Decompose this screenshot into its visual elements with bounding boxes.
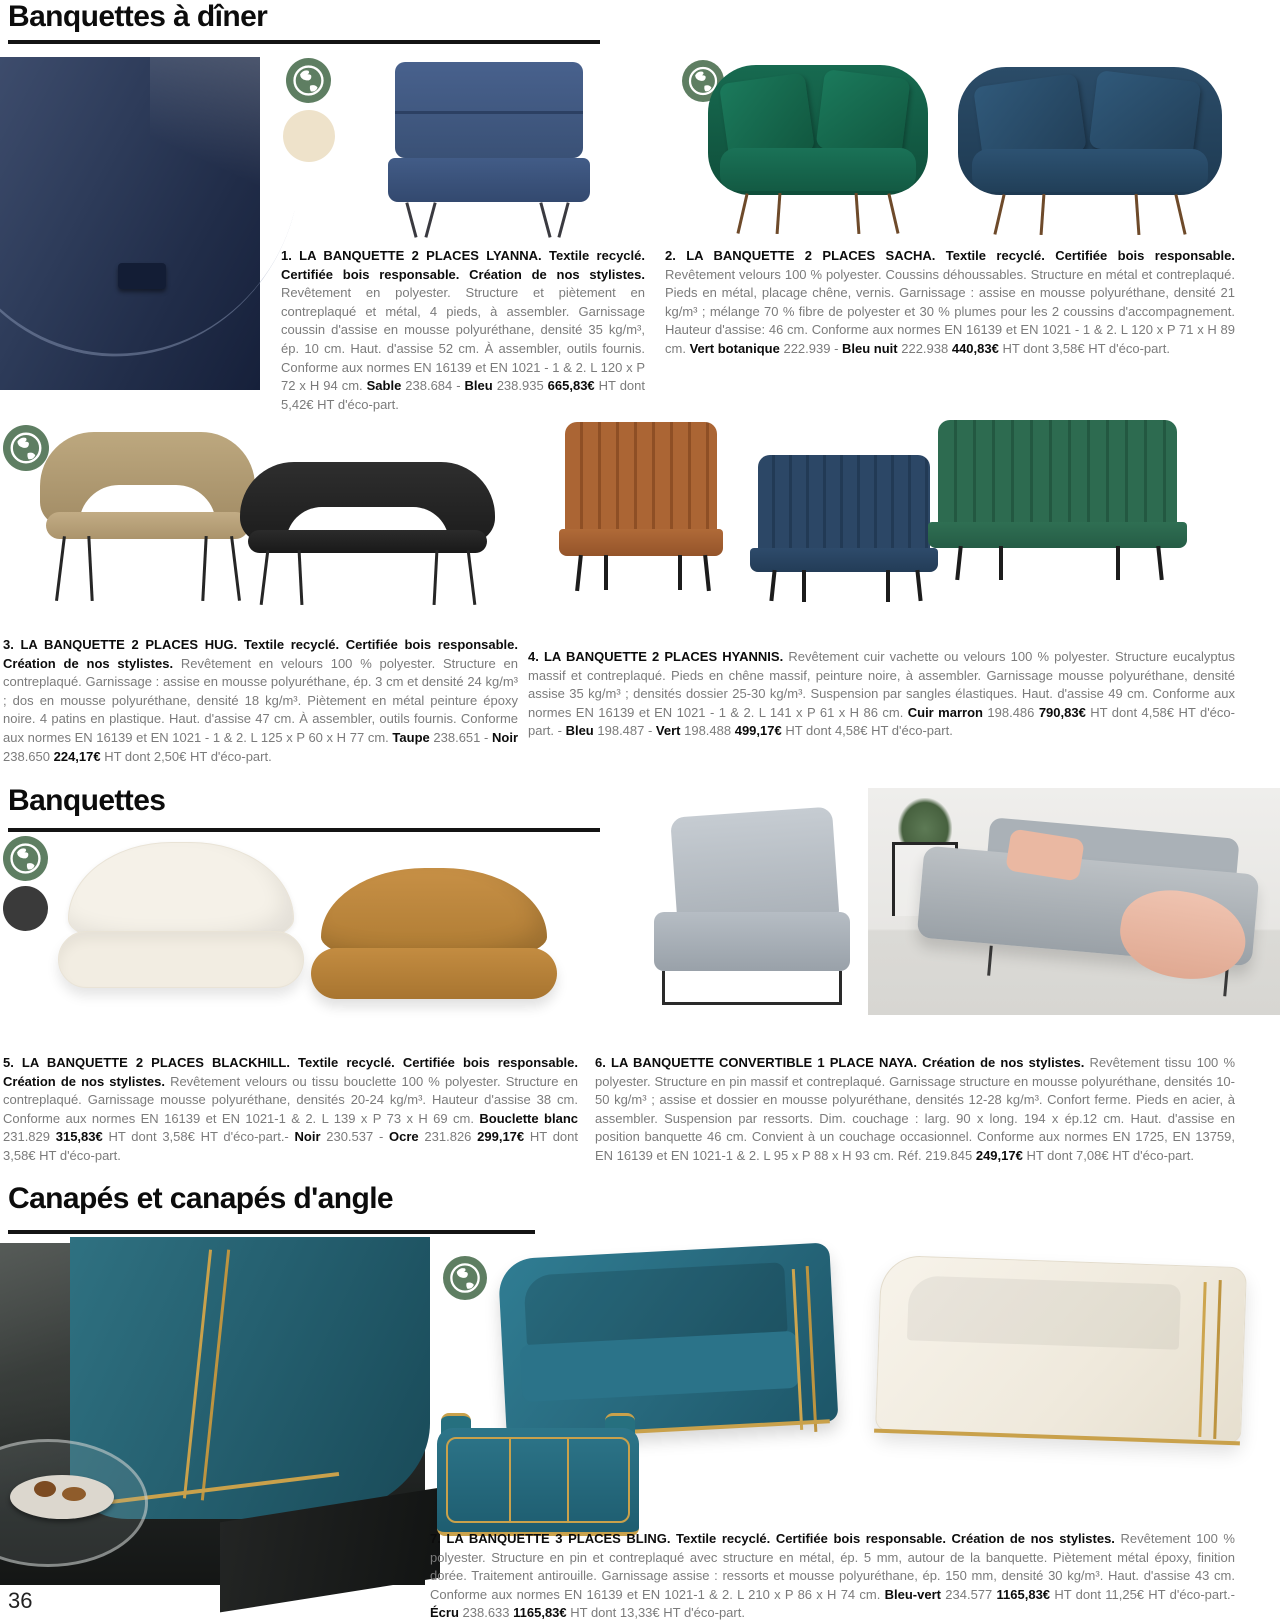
- bench-leg: [466, 550, 475, 605]
- banquette-leg: [575, 554, 583, 590]
- gold-trim: [509, 1437, 511, 1523]
- bench-seat: [248, 530, 488, 553]
- banquette-leg: [604, 555, 608, 591]
- description-bold-text: 224,17€: [53, 748, 105, 764]
- fabric-highlight: [150, 57, 260, 207]
- description-text: 198.487 -: [597, 723, 656, 739]
- gold-frame: [446, 1437, 631, 1523]
- sofa-seat: [388, 158, 590, 202]
- description-bold-text: 5. LA BANQUETTE 2 PLACES BLACKHILL. Textile recyclé. Certifiée bois responsable. Création de nos stylistes.: [3, 1055, 578, 1089]
- description-bold-text: 790,83€: [1038, 704, 1091, 720]
- description-bold-text: 249,17€: [975, 1147, 1027, 1163]
- sofa-leg: [406, 202, 418, 238]
- sofa-seat: [972, 149, 1208, 192]
- description-text: 198.488: [684, 723, 735, 739]
- banquette-leg: [1116, 546, 1120, 580]
- description-bold-text: 7. LA BANQUETTE 3 PLACES BLING. Textile recyclé. Certifiée bois responsable. Création de nos stylistes.: [430, 1531, 1121, 1546]
- description-text: 230.537 -: [326, 1129, 390, 1145]
- description-text: Revêtement tissu 100 % polyester. Structure en pin massif et contreplaqué. Garnissage structure en mousse polyuréthane, densités 10-50 kg/m³ ; assise et dossier en mousse polyuréthane, densités 12-28 kg/m³. Confort ferme. Pieds en acier, à assembler. Suspension par ressorts. Dim. couchage : larg. 90 x long. 194 x ép.12 cm. Haut. d'assise en position banquette 46 cm. Convient à un couchage occasionnel. Conforme aux normes EN 1725, EN 13759, EN 16139 et EN 1021-1 & 2. L 95 x P 88 x H 93 cm. Réf. 219.845: [595, 1055, 1236, 1163]
- banquette-leg: [802, 570, 806, 601]
- banquette-leg: [999, 546, 1003, 580]
- description-bold-text: 299,17€: [477, 1129, 530, 1145]
- banquette-leg: [703, 554, 711, 590]
- banquette-backrest: [938, 420, 1177, 527]
- description-bold-text: 1165,83€: [513, 1605, 571, 1620]
- description-text: HT dont 4,58€ HT d'éco-part. -: [528, 704, 1235, 739]
- section-title-canapes: Canapés et canapés d'angle: [8, 1182, 394, 1215]
- description-bold-text: 440,83€: [951, 340, 1003, 356]
- snack: [34, 1481, 56, 1497]
- banquette-backrest: [758, 455, 931, 553]
- gold-trim: [567, 1437, 569, 1523]
- section-title-banquettes-a-diner: Banquettes à dîner: [8, 0, 268, 33]
- description-bold-text: 3. LA BANQUETTE 2 PLACES HUG. Textile recyclé. Certifiée bois responsable. Création de nos stylistes.: [3, 637, 518, 671]
- banquette-seat: [750, 548, 938, 572]
- description-text: 238.650: [3, 748, 54, 764]
- product-3-photo-noir: [240, 462, 495, 607]
- description-bold-text: Écru: [430, 1605, 463, 1620]
- product-4-photo-vert: [925, 420, 1190, 582]
- sofa-leg: [1175, 194, 1187, 235]
- banquette-seat: [928, 522, 1188, 548]
- sofa-leg: [1135, 193, 1141, 234]
- product-7-description: [430, 1530, 1235, 1620]
- sofa-leg: [737, 193, 749, 234]
- section-rule-3: [8, 1230, 535, 1234]
- product-7-lifestyle-photo: [0, 1243, 425, 1585]
- description-bold-text: Ocre: [389, 1129, 425, 1145]
- product-5-photo-ocre: [308, 862, 560, 1012]
- description-text: 222.939 -: [783, 340, 843, 356]
- bench-leg: [55, 536, 65, 600]
- sofa-leg: [776, 193, 782, 234]
- plant: [898, 798, 952, 842]
- banquette-leg: [678, 555, 682, 591]
- sofa-leg: [888, 193, 900, 234]
- description-text: Revêtement velours 100 % polyester. Coussins déhoussables. Structure en métal et contreplaqué. Pieds en métal, placage chêne, vernis. Garnissage : assise en mousse polyuréthane, densité 21 kg/m³ ; mélange 70 % fibre de polyester et 30 % plumes pour les 2 coussins d'accompagnement. Hauteur d'assise: 46 cm. Conforme aux normes EN 16139 et EN 1021 - 1 & 2. L 120 x P 71 x H 89 cm.: [665, 266, 1235, 356]
- description-bold-text: Sable: [366, 378, 406, 394]
- snack: [62, 1487, 86, 1501]
- sofa-leg: [993, 194, 1005, 235]
- description-text: Revêtement en polyester. Structure et piètement en contreplaqué et métal, 4 pieds, à assembler. Garnissage coussin d'assise en mousse polyuréthane, densité 35 kg/m³, ép. 10 cm. Haut. d'assise 52 cm. À assembler, outils fournis. Conforme aux normes EN 16139 et EN 1021 - 1 & 2. L 120 x P 72 x H 94 cm.: [281, 285, 645, 394]
- bench-leg: [202, 536, 208, 601]
- description-text: 234.577: [945, 1586, 997, 1602]
- banquette-leg: [915, 570, 922, 601]
- product-1-description: [281, 247, 645, 414]
- product-6-description: [595, 1054, 1235, 1166]
- description-bold-text: 665,83€: [547, 378, 599, 394]
- sofa-leg: [539, 202, 551, 238]
- bench-leg: [230, 536, 240, 600]
- description-bold-text: Noir: [492, 729, 518, 745]
- description-text: HT dont 3,58€ HT d'éco-part.-: [108, 1129, 295, 1145]
- product-5-photo-blanc: [55, 835, 307, 1003]
- product-6-photo-couchage: [868, 788, 1280, 1015]
- chair-seat: [654, 912, 850, 971]
- sofa-seat: [58, 931, 305, 988]
- description-text: Revêtement cuir vachette ou velours 100 % polyester. Structure eucalyptus massif et contreplaqué. Pieds en chêne massif, peinture noire, à assembler. Garnissage mousse polyuréthane, densité assise 35 kg/m³ ; densités dossier 25-30 kg/m³. Suspension par sangles élastiques. Haut. d'assise 49 cm. Conforme aux normes EN 16139 et EN 1021 - 1 & 2. L 141 x P 61 x H 86 cm.: [528, 649, 1235, 720]
- sofa-cushion: [1088, 70, 1200, 160]
- product-6-photo-fauteuil: [612, 806, 892, 1018]
- product-2-photo-vert: [698, 58, 938, 238]
- product-4-photo-bleu: [748, 455, 940, 603]
- description-bold-text: 315,83€: [55, 1129, 109, 1145]
- description-text: HT dont 2,50€ HT d'éco-part.: [104, 748, 272, 764]
- product-1-fabric-photo: [0, 57, 260, 390]
- description-text: Revêtement en velours 100 % polyester. Structure en contreplaqué. Garnissage : assise en mousse polyuréthane, ép. 3 cm et densité 24 kg/m³ ; dos en mousse polyuréthane, densité 18 kg/m³. Piètement en métal peinture époxy noire. 4 patins en plastique. Haut. d'assise 47 cm. À assembler, outils fournis. Conforme aux normes EN 16139 et EN 1021 - 1 & 2. L 125 x P 60 x H 77 cm.: [3, 655, 518, 745]
- description-text: 238.651 -: [433, 729, 492, 745]
- sofa-backrest-crease: [395, 111, 584, 114]
- sofa-seat: [720, 148, 917, 191]
- sofa-seat: [311, 948, 558, 999]
- color-swatch-sable: [283, 110, 335, 162]
- sofa-leg: [1040, 193, 1046, 234]
- bench-leg: [260, 550, 269, 605]
- banquette-backrest: [565, 422, 716, 534]
- description-bold-text: Taupe: [392, 729, 434, 745]
- description-bold-text: 499,17€: [734, 723, 786, 739]
- description-text: HT dont 5,42€ HT d'éco-part.: [281, 378, 645, 412]
- description-text: Revêtement velours ou tissu bouclette 100 % polyester. Structure en contreplaqué. Garnissage mousse polyuréthane, densités 20-24 kg/m³. Hauteur d'assise 38 cm. Conforme aux normes EN 16139 et EN 1021-1 & 2. L 139 x P 73 x H 69 cm.: [3, 1073, 578, 1126]
- description-bold-text: Bouclette blanc: [479, 1110, 578, 1126]
- description-bold-text: Noir: [294, 1129, 327, 1145]
- sofa-backrest-shadow: [906, 1276, 1180, 1350]
- description-text: 222.938: [901, 340, 952, 356]
- description-text: 238.935: [496, 378, 548, 394]
- product-2-photo-bleu: [946, 60, 1234, 238]
- description-bold-text: Bleu nuit: [842, 340, 902, 356]
- sofa-leg: [424, 202, 436, 238]
- product-7-photo-ecru: [848, 1248, 1273, 1463]
- snack-plate: [10, 1475, 114, 1519]
- description-text: 238.633: [462, 1605, 514, 1620]
- description-text: HT dont 13,33€ HT d'éco-part.: [570, 1605, 745, 1620]
- description-text: HT dont 3,58€ HT d'éco-part.: [1002, 340, 1170, 356]
- description-text: HT dont 3,58€ HT d'éco-part.: [3, 1129, 579, 1163]
- banquette-leg: [886, 570, 890, 601]
- description-text: 231.826: [424, 1129, 478, 1145]
- bench-seat: [46, 512, 248, 539]
- sofa-leg: [855, 193, 861, 234]
- product-7-photo-banquette: [433, 1410, 643, 1545]
- description-text: HT dont 11,25€ HT d'éco-part.-: [1054, 1586, 1236, 1602]
- description-text: Revêtement 100 % polyester. Structure en pin et contreplaqué avec structure en métal, ép. 5 mm, autour de la banquette. Piètement métal époxy, finition dorée. Traitement antirouille. Garnissage assise : ressorts et mousse polyuréthane, ép. 150 mm, densité 30 kg/m³. Haut. d'assise 43 cm. Conforme aux normes EN 16139 et EN 1021-1 & 2. L 210 x P 86 x H 74 cm.: [430, 1531, 1235, 1602]
- description-bold-text: Bleu-vert: [884, 1586, 946, 1602]
- description-bold-text: Vert: [655, 723, 685, 739]
- description-text: HT dont 7,08€ HT d'éco-part.: [1026, 1147, 1194, 1163]
- description-bold-text: Cuir marron: [907, 704, 988, 720]
- description-text: 238.684 -: [405, 378, 465, 394]
- product-4-description: [528, 648, 1235, 741]
- bench-leg: [432, 550, 437, 605]
- banquette-seat: [559, 529, 724, 556]
- fabric-tab: [118, 263, 166, 289]
- section-title-banquettes: Banquettes: [8, 784, 166, 817]
- bench-leg: [297, 550, 302, 605]
- description-bold-text: 2. LA BANQUETTE 2 PLACES SACHA. Textile recyclé. Certifiée bois responsable.: [665, 248, 1235, 263]
- bench-leg: [88, 536, 94, 601]
- eco-globe-icon: [286, 58, 331, 103]
- banquette-leg: [955, 546, 963, 580]
- product-5-description: [3, 1054, 578, 1166]
- description-bold-text: 6. LA BANQUETTE CONVERTIBLE 1 PLACE NAYA. Création de nos stylistes.: [595, 1055, 1090, 1070]
- eco-globe-icon: [3, 836, 48, 881]
- description-bold-text: 4. LA BANQUETTE 2 PLACES HYANNIS.: [528, 649, 789, 664]
- description-text: 198.486: [987, 704, 1039, 720]
- chair-legs: [662, 971, 841, 1005]
- description-bold-text: 1165,83€: [996, 1586, 1055, 1602]
- banquette-leg: [769, 570, 776, 601]
- description-text: HT dont 4,58€ HT d'éco-part.: [785, 723, 953, 739]
- description-bold-text: Bleu: [464, 378, 497, 394]
- description-bold-text: 1. LA BANQUETTE 2 PLACES LYANNA. Textile recyclé. Certifiée bois responsable. Création de nos stylistes.: [281, 248, 645, 282]
- product-2-description: [665, 247, 1235, 359]
- description-text: 231.829: [3, 1129, 56, 1145]
- sofa-leg: [558, 202, 570, 238]
- color-swatch-noir: [3, 886, 48, 931]
- product-4-photo-marron: [557, 422, 725, 592]
- sofa-cushion: [816, 69, 911, 158]
- page-number: 36: [8, 1588, 33, 1613]
- product-1-photo: [358, 58, 620, 240]
- banquette-leg: [1156, 546, 1164, 580]
- section-rule-2: [8, 828, 600, 832]
- description-bold-text: Bleu: [565, 723, 598, 739]
- product-3-description: [3, 636, 518, 766]
- product-3-photo-taupe: [40, 432, 255, 602]
- description-bold-text: Vert botanique: [689, 340, 784, 356]
